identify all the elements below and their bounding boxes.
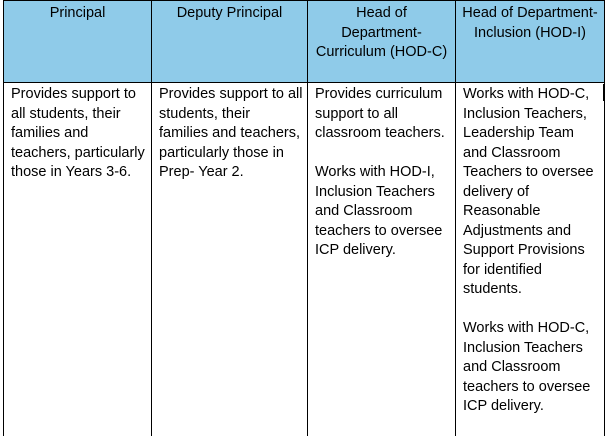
text-cursor <box>603 84 604 101</box>
hod-curriculum-paragraph-1: Provides curriculum support to all classroom teachers. <box>315 86 445 141</box>
table-header-row <box>4 1 605 83</box>
hod-inclusion-paragraph-2: Works with HOD-C, Inclusion Teachers and Classroom teachers to oversee ICP delivery. <box>463 320 591 414</box>
header-principal[interactable]: Principal <box>4 1 152 83</box>
header-hod-inclusion[interactable]: Head of Department-Inclusion (HOD-I) <box>456 1 605 83</box>
table-row <box>4 83 605 436</box>
cell-hod-inclusion[interactable] <box>456 83 605 436</box>
cell-principal[interactable] <box>4 83 152 436</box>
hod-curriculum-paragraph-2: Works with HOD-I, Inclusion Teachers and Classroom teachers to oversee ICP delivery. <box>315 164 443 258</box>
deputy-principal-description: Provides support to all students, their families and teachers, particularly those in Prep- Year 2. <box>159 86 303 180</box>
hod-inclusion-paragraph-1: Works with HOD-C, Inclusion Teachers, Leadership Team and Classroom Teachers to oversee delivery of Reasonable Adjustments and Support Provisions for identified students. <box>463 86 594 297</box>
cell-deputy-principal[interactable] <box>152 83 308 436</box>
roles-table <box>3 0 605 436</box>
header-hod-curriculum[interactable]: Head of Department-Curriculum (HOD-C) <box>308 1 456 83</box>
principal-description: Provides support to all students, their families and teachers, particularly those in Years 3-6. <box>11 86 145 180</box>
header-deputy-principal[interactable]: Deputy Principal <box>152 1 308 83</box>
cell-hod-curriculum[interactable] <box>308 83 456 436</box>
